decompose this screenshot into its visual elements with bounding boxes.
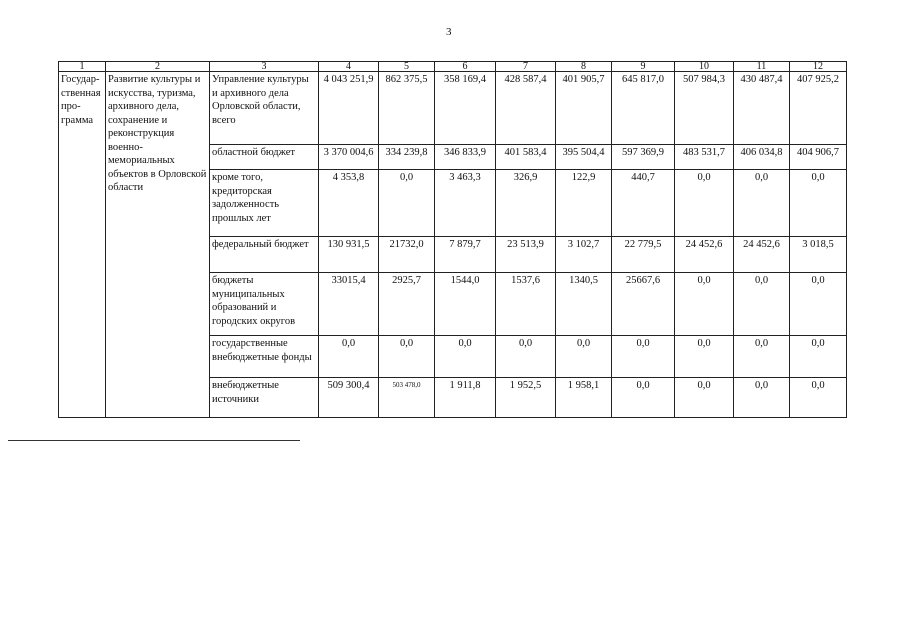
value-cell: 507 984,3: [675, 72, 734, 145]
value-cell: 2925,7: [379, 273, 435, 336]
row-label: бюджеты муниципальных образований и городских округов: [210, 273, 319, 336]
value-cell: 24 452,6: [675, 237, 734, 273]
value-cell: 122,9: [556, 170, 612, 237]
row-label: областной бюджет: [210, 145, 319, 170]
value-cell: 406 034,8: [734, 145, 790, 170]
value-cell: 0,0: [496, 336, 556, 378]
column-header: 9: [612, 62, 675, 72]
value-cell: 21732,0: [379, 237, 435, 273]
value-cell: 0,0: [319, 336, 379, 378]
value-cell: 0,0: [675, 378, 734, 418]
value-cell: 1 958,1: [556, 378, 612, 418]
footnote-divider: [8, 440, 300, 441]
value-cell: 0,0: [734, 378, 790, 418]
program-name-cell: Развитие культуры и искусства, туризма, архивного дела, сохранение и реконструкция военно-мемориальных объектов в Орловской области: [106, 72, 210, 418]
value-cell: 4 043 251,9: [319, 72, 379, 145]
value-cell: 130 931,5: [319, 237, 379, 273]
value-cell: 358 169,4: [435, 72, 496, 145]
value-cell: 0,0: [379, 336, 435, 378]
value-cell: 440,7: [612, 170, 675, 237]
value-cell: 0,0: [790, 336, 847, 378]
value-cell: 404 906,7: [790, 145, 847, 170]
value-cell: 334 239,8: [379, 145, 435, 170]
value-cell: 3 370 004,6: [319, 145, 379, 170]
value-cell: 0,0: [675, 273, 734, 336]
value-cell: 503 478,0: [379, 378, 435, 418]
value-cell: 407 925,2: [790, 72, 847, 145]
value-cell: 0,0: [435, 336, 496, 378]
column-header: 5: [379, 62, 435, 72]
value-cell: 0,0: [612, 336, 675, 378]
value-cell: 33015,4: [319, 273, 379, 336]
value-cell: 0,0: [734, 336, 790, 378]
column-header: 11: [734, 62, 790, 72]
value-cell: 645 817,0: [612, 72, 675, 145]
value-cell: 3 018,5: [790, 237, 847, 273]
row-label: кроме того, кредиторская задолженность прошлых лет: [210, 170, 319, 237]
value-cell: 430 487,4: [734, 72, 790, 145]
table-header-row: [59, 62, 847, 72]
value-cell: 346 833,9: [435, 145, 496, 170]
value-cell: 483 531,7: [675, 145, 734, 170]
value-cell: 0,0: [790, 273, 847, 336]
value-cell: 0,0: [556, 336, 612, 378]
budget-table: [58, 61, 847, 418]
row-label: внебюджетные источники: [210, 378, 319, 418]
program-type-cell: Государ-ственная про-грамма: [59, 72, 106, 418]
value-cell: 0,0: [734, 273, 790, 336]
table-row: [59, 72, 847, 145]
column-header: 6: [435, 62, 496, 72]
value-cell: 1 911,8: [435, 378, 496, 418]
column-header: 7: [496, 62, 556, 72]
value-cell: 0,0: [675, 170, 734, 237]
value-cell: 1340,5: [556, 273, 612, 336]
value-cell: 0,0: [675, 336, 734, 378]
value-cell: 0,0: [790, 170, 847, 237]
value-cell: 0,0: [790, 378, 847, 418]
column-header: 8: [556, 62, 612, 72]
value-cell: 3 102,7: [556, 237, 612, 273]
row-label: Управление культуры и архивного дела Орловской области, всего: [210, 72, 319, 145]
value-cell: 1537,6: [496, 273, 556, 336]
value-cell: 25667,6: [612, 273, 675, 336]
value-cell: 597 369,9: [612, 145, 675, 170]
value-cell: 1 952,5: [496, 378, 556, 418]
value-cell: 401 905,7: [556, 72, 612, 145]
value-cell: 0,0: [379, 170, 435, 237]
page-number: 3: [446, 26, 452, 38]
column-header: 3: [210, 62, 319, 72]
row-label: федеральный бюджет: [210, 237, 319, 273]
value-cell: 509 300,4: [319, 378, 379, 418]
column-header: 2: [106, 62, 210, 72]
column-header: 12: [790, 62, 847, 72]
value-cell: 23 513,9: [496, 237, 556, 273]
column-header: 10: [675, 62, 734, 72]
value-cell: 0,0: [612, 378, 675, 418]
value-cell: 3 463,3: [435, 170, 496, 237]
value-cell: 326,9: [496, 170, 556, 237]
value-cell: 24 452,6: [734, 237, 790, 273]
value-cell: 4 353,8: [319, 170, 379, 237]
column-header: 1: [59, 62, 106, 72]
value-cell: 7 879,7: [435, 237, 496, 273]
value-cell: 395 504,4: [556, 145, 612, 170]
value-cell: 1544,0: [435, 273, 496, 336]
value-cell: 428 587,4: [496, 72, 556, 145]
value-cell: 862 375,5: [379, 72, 435, 145]
value-cell: 0,0: [734, 170, 790, 237]
row-label: государственные внебюджетные фонды: [210, 336, 319, 378]
value-cell: 401 583,4: [496, 145, 556, 170]
value-cell: 22 779,5: [612, 237, 675, 273]
column-header: 4: [319, 62, 379, 72]
